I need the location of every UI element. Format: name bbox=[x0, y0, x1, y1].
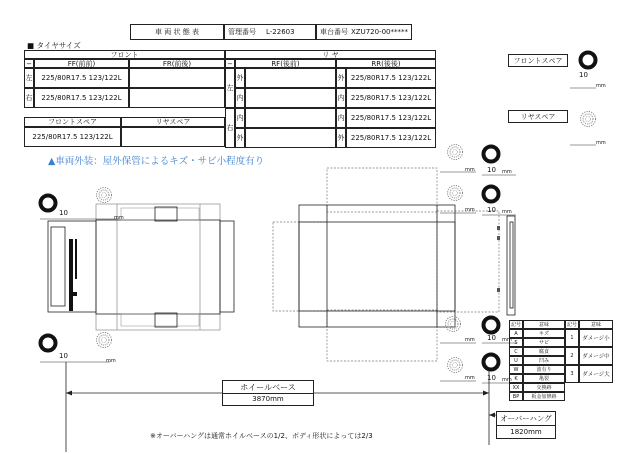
legend-damage1-code bbox=[565, 329, 579, 347]
rr-row1-pos-text: 外 bbox=[337, 74, 345, 82]
legend-damage2-code-text: 2 bbox=[570, 353, 574, 359]
rf-row1-pos-text: 外 bbox=[236, 74, 244, 82]
fr-tread-value: 10 bbox=[59, 352, 68, 360]
legend-row-k-code bbox=[509, 374, 523, 383]
wheelbase-box bbox=[222, 380, 314, 406]
rf-inner-tread-tire-icon bbox=[484, 187, 499, 202]
rr-header-text: RR(後後) bbox=[371, 59, 401, 68]
legend-damage1-meaning-text: ダメージ小 bbox=[582, 336, 610, 342]
rear-right-text: 右 bbox=[226, 124, 234, 132]
rr-mark4-unit: mm bbox=[465, 375, 475, 381]
legend-s-meaning: サビ bbox=[538, 340, 549, 346]
legend-xx-code: XX bbox=[512, 384, 520, 391]
footnote: ※オーバーハングは通常ホイルベースの1/2、ボディ形状によっては2/3 bbox=[150, 432, 373, 440]
rf-mark2-unit: mm bbox=[465, 207, 475, 213]
rf-row4-pos-text: 外 bbox=[236, 134, 244, 142]
front-header-text: フロント bbox=[110, 50, 139, 59]
legend-u-meaning: 凹み bbox=[538, 358, 549, 364]
legend-row-a-meaning bbox=[523, 329, 565, 338]
legend-row-s-code bbox=[509, 338, 523, 347]
legend-bp-meaning: 板金加修跡 bbox=[531, 394, 557, 400]
rr-row2-size-text: 225/80R17.5 123/122L bbox=[350, 94, 432, 102]
ff-tread-tire-icon bbox=[41, 196, 56, 211]
rf-mark1-unit: mm bbox=[465, 167, 475, 173]
rear-diagram-dashed bbox=[273, 168, 499, 361]
rr-inner-tread-unit: mm bbox=[502, 337, 512, 343]
legend-bp-code: BP bbox=[512, 393, 520, 400]
rear-header-text: リ ヤ bbox=[322, 50, 339, 59]
rear-mark-3-icon bbox=[446, 317, 461, 332]
legend-w-meaning: 波有り bbox=[536, 367, 552, 373]
rr-outer-tread-tire-icon bbox=[484, 355, 499, 370]
legend-row-bp-code bbox=[509, 392, 523, 401]
legend-row-a-code bbox=[509, 329, 523, 338]
spare-rear-label-text: リヤスペア bbox=[520, 112, 556, 121]
rf-row3-pos-text: 内 bbox=[236, 114, 244, 122]
legend-damage3-code-text: 3 bbox=[570, 371, 574, 377]
legend-k-meaning: 亀裂 bbox=[538, 376, 549, 382]
tire-section-title: ■ タイヤサイズ bbox=[27, 41, 81, 50]
legend-u-code: U bbox=[514, 357, 518, 364]
rf-inner-tread-unit: mm bbox=[502, 209, 512, 215]
chassis-no-label: 車台番号 bbox=[320, 28, 348, 36]
rr-row3-pos-text: 内 bbox=[337, 114, 345, 122]
legend-a-meaning: キズ bbox=[539, 331, 549, 337]
ff-right-size-text: 225/80R17.5 123/122L bbox=[41, 94, 122, 102]
chassis-no-value: XZU720-00***** bbox=[351, 28, 409, 36]
legend-c-meaning: 腐食 bbox=[538, 349, 549, 355]
rr-mark3-unit: mm bbox=[465, 337, 475, 343]
legend-damage1-meaning bbox=[579, 329, 613, 347]
legend-damage2-code bbox=[565, 347, 579, 365]
legend-row-u-code bbox=[509, 356, 523, 365]
legend-h4 bbox=[579, 320, 613, 329]
rr-row3-size-text: 225/80R17.5 123/122L bbox=[350, 114, 432, 122]
rr-row4-size-text: 225/80R17.5 123/122L bbox=[350, 134, 432, 142]
rr-row1-size-text: 225/80R17.5 123/122L bbox=[350, 74, 432, 82]
legend-row-bp-meaning bbox=[523, 392, 565, 401]
rear-diagram-solid bbox=[299, 205, 515, 327]
spare-front-depth: 10 bbox=[579, 71, 588, 79]
legend-h1-text: 記号 bbox=[510, 322, 521, 328]
rf-outer-tread-unit: mm bbox=[502, 169, 512, 175]
legend-row-c-code bbox=[509, 347, 523, 356]
legend-damage1-code-text: 1 bbox=[570, 335, 574, 341]
rf-outer-tread-value: 10 bbox=[487, 166, 496, 174]
ff-tread-unit: mm bbox=[114, 215, 124, 221]
spare-front-label-text: フロントスペア bbox=[513, 56, 563, 65]
legend-h2-text: 意味 bbox=[538, 322, 549, 328]
rear-mark-1-icon bbox=[448, 145, 463, 160]
legend-row-w-code bbox=[509, 365, 523, 374]
legend-a-code: A bbox=[514, 330, 518, 337]
exterior-note: ▲車両外装：屋外保管によるキズ・サビ小程度有り bbox=[48, 156, 265, 167]
front-spare-header-text: フロントスペア bbox=[48, 118, 97, 126]
rr-row4-pos-text: 外 bbox=[337, 134, 345, 142]
legend-row-u-meaning bbox=[523, 356, 565, 365]
legend-row-xx-code bbox=[509, 383, 523, 392]
rf-outer-tread-tire-icon bbox=[484, 147, 499, 162]
legend-row-c-meaning bbox=[523, 347, 565, 356]
rear-spare-header-text: リヤスペア bbox=[155, 118, 191, 126]
wheelbase-value: 3870mm bbox=[252, 395, 284, 403]
ff-left-tire-mark-icon bbox=[97, 188, 112, 203]
legend-row-s-meaning bbox=[523, 338, 565, 347]
legend-h1 bbox=[509, 320, 523, 329]
legend-w-code: W bbox=[513, 366, 519, 373]
rf-inner-tread-value: 10 bbox=[487, 206, 496, 214]
rear-dash-text: − bbox=[227, 59, 233, 68]
rf-header-text: RF(後前) bbox=[271, 59, 300, 68]
fr-tread-unit: mm bbox=[106, 358, 116, 364]
rear-left-text: 左 bbox=[226, 84, 234, 92]
rear-mark-2-icon bbox=[448, 186, 463, 201]
ff-left-size-text: 225/80R17.5 123/122L bbox=[41, 74, 122, 82]
legend-damage2-meaning bbox=[579, 347, 613, 365]
mgmt-no-value: L-22603 bbox=[266, 28, 295, 36]
legend-s-code: S bbox=[514, 339, 518, 346]
rr-row2-pos-text: 内 bbox=[337, 94, 345, 102]
front-spare-size-text: 225/80R17.5 123/122L bbox=[32, 133, 113, 141]
legend-xx-meaning: 交換跡 bbox=[536, 385, 552, 391]
overhang-box bbox=[496, 411, 556, 439]
legend-damage3-code bbox=[565, 365, 579, 383]
spare-rear-tire-icon bbox=[581, 112, 596, 127]
ff-right-tire-mark-icon bbox=[97, 333, 112, 348]
legend-damage3-meaning bbox=[579, 365, 613, 383]
front-dash-text: − bbox=[26, 59, 32, 68]
front-right-text: 右 bbox=[25, 94, 33, 102]
fr-tread-tire-icon bbox=[41, 336, 56, 351]
legend-h3 bbox=[565, 320, 579, 329]
ff-header-text: FF(前前) bbox=[67, 59, 96, 68]
spare-rear-unit: mm bbox=[596, 140, 606, 146]
wheelbase-label: ホイールベース bbox=[240, 383, 296, 392]
overhang-value: 1820mm bbox=[510, 428, 542, 436]
legend-h3-text: 記号 bbox=[566, 322, 577, 328]
legend-damage2-meaning-text: ダメージ中 bbox=[582, 354, 610, 360]
spare-front-tire-icon bbox=[581, 53, 596, 68]
legend-h4-text: 意味 bbox=[590, 322, 601, 328]
legend-damage3-meaning-text: ダメージ大 bbox=[582, 372, 610, 378]
damage-legend bbox=[509, 320, 613, 402]
legend-c-code: C bbox=[514, 348, 518, 355]
overhang-label: オーバーハング bbox=[500, 414, 552, 423]
rf-row2-pos-text: 内 bbox=[236, 94, 244, 102]
legend-row-k-meaning bbox=[523, 374, 565, 383]
legend-k-code: K bbox=[514, 375, 518, 382]
spare-front-unit: mm bbox=[596, 83, 606, 89]
mgmt-no-label: 管理番号 bbox=[228, 28, 256, 36]
rear-mark-4-icon bbox=[448, 358, 463, 373]
legend-row-w-meaning bbox=[523, 365, 565, 374]
rr-inner-tread-tire-icon bbox=[484, 318, 499, 333]
rr-inner-tread-value: 10 bbox=[487, 334, 496, 342]
doc-title-text: 車 両 状 態 表 bbox=[155, 28, 199, 36]
rear-lamps bbox=[497, 226, 500, 292]
fr-header-text: FR(前後) bbox=[162, 59, 192, 68]
cab-grille bbox=[69, 239, 77, 311]
rr-outer-tread-value: 10 bbox=[487, 374, 496, 382]
ff-tread-value: 10 bbox=[59, 209, 68, 217]
legend-row-xx-meaning bbox=[523, 383, 565, 392]
rr-outer-tread-unit: mm bbox=[502, 377, 512, 383]
legend-h2 bbox=[523, 320, 565, 329]
front-left-text: 左 bbox=[25, 74, 33, 82]
